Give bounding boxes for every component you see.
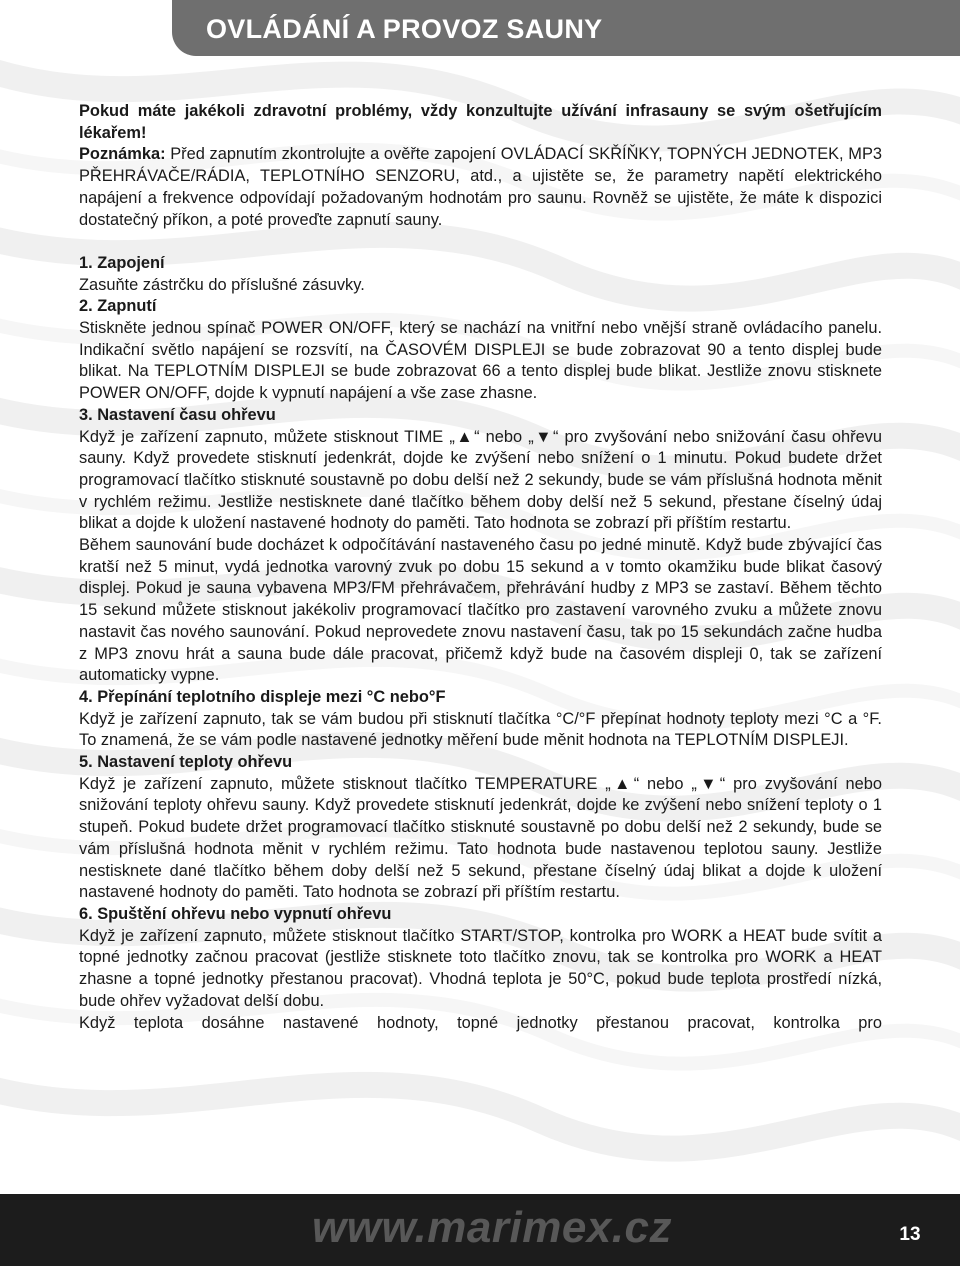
note-paragraph (79, 144, 882, 231)
page-number: 13 (899, 1224, 921, 1245)
note-text: Před zapnutím zkontrolujte a ověřte zapojení OVLÁDACÍ SKŘÍŇKY, TOPNÝCH JEDNOTEK, MP3 PŘEHRÁVAČE/RÁDIA, TEPLOTNÍHO SENZORU, atd., a ujistěte se, že parametry napětí elektrického napájení a frekvence odpovídají požadovaným hodnotám pro saunu. Rovněž se ujistěte, že máte k dispozici dostatečný příkon, a poté proveďte zapnutí sauny. (79, 145, 882, 229)
section-paragraph: Když je zařízení zapnuto, můžete stisknout TIME „▲“ nebo „▼“ pro zvyšování nebo snižování času ohřevu sauny. Když provedete stisknutí jedenkrát, dojde ke zvýšení nebo snížení o 1 minutu. Pokud budete držet programovací tlačítko stisknuté soustavně po dobu delší než 2 sekundy, bude se vám příslušná hodnota měnit v rychlém režimu. Jestliže nestisknete dané tlačítko během doby delší než 5 sekund, přestane číselný údaj blikat a dojde k uložení nastavené hodnoty do paměti. Tato hodnota se zobrazí při příštím restartu. (79, 427, 882, 533)
paragraph-gap (79, 231, 882, 253)
footer-bar (0, 1194, 960, 1266)
section-paragraph: Když je zařízení zapnuto, můžete stisknout tlačítko TEMPERATURE „▲“ nebo „▼“ pro zvyšování nebo snižování teploty ohřevu sauny. Když provedete stisknutí jedenkrát, dojde ke zvýšení nebo snížení teploty o 1 stupeň. Pokud budete držet programovací tlačítko stisknuté soustavně po dobu delší než 2 sekundy, bude se vám příslušná hodnota měnit v rychlém režimu. Tato hodnota bude nastavenou teplotou sauny. Jestliže nestisknete dané tlačítko během doby delší než 5 sekund, přestane číselný údaj blikat a dojde k uložení nastavené hodnoty do paměti. Tato hodnota se zobrazí při příštím restartu. (79, 774, 882, 902)
document-body (79, 101, 882, 1034)
website-url[interactable]: www.marimex.cz (312, 1203, 672, 1252)
health-warning: Pokud máte jakékoli zdravotní problémy, vždy konzultujte užívání infrasauny se svým ošetřujícím lékařem! (79, 102, 882, 142)
section-paragraph: Stiskněte jednou spínač POWER ON/OFF, který se nachází na vnitřní nebo vnější straně ovládacího panelu. Indikační světlo napájení se rozsvítí, na ČASOVÉM DISPLEJI se bude zobrazovat 90 a tento displej bude blikat. Na TEPLOTNÍM DISPLEJI se bude zobrazovat 66 a tento displej bude blikat. Jestliže znovu stisknete POWER ON/OFF, dojde k vypnutí napájení a vše zase zhasne. (79, 319, 882, 403)
section-heading: 6. Spuštění ohřevu nebo vypnutí ohřevu (79, 905, 392, 923)
page-title: OVLÁDÁNÍ A PROVOZ SAUNY (206, 14, 603, 44)
section-heading: 5. Nastavení teploty ohřevu (79, 753, 293, 772)
section-heading: 4. Přepínání teplotního displeje mezi °C nebo°F (79, 687, 446, 706)
section-paragraph: Když teplota dosáhne nastavené hodnoty, topné jednotky přestanou pracovat, kontrolka pro (79, 1013, 882, 1032)
section-paragraph: Během saunování bude docházet k odpočítávání nastaveného času po jedné minutě. Když bude zbývající čas kratší než 5 minut, vydá jednotka varovný zvuk po dobu 15 sekund a v tomto okamžiku bude blikat časový displej. Pokud je sauna vybavena MP3/FM přehrávačem, přehrávání hudby z MP3 se zastaví. Během těchto 15 sekund můžete stisknout jakékoliv programovací tlačítko pro zastavení varovného zvuku a můžete znovu nastavit čas nového saunování. Pokud neprovedete znovu nastavení času, tak po 15 sekundách začne hudba z MP3 znovu hrát a sauna bude dále pracovat, přičemž když bude na časovém displeji 0, tak se zařízení automaticky vypne. (79, 536, 882, 685)
section-heading: 1. Zapojení (79, 253, 165, 272)
header-bar (172, 0, 960, 56)
section-paragraph: Když je zařízení zapnuto, můžete stisknout tlačítko START/STOP, kontrolka pro WORK a HEAT bude svítit a topné jednotky začnou pracovat (jestliže stisknete toto tlačítko znovu, tak se kontrolka pro WORK a HEAT zhasne a topné jednotky přestanou pracovat). Vhodná teplota je 50°C, pokud bude teplota prostředí nízká, bude ohřev vyžadovat delší dobu. (79, 926, 882, 1010)
note-label: Poznámka: (79, 145, 166, 164)
section-paragraph: Zasuňte zástrčku do příslušné zásuvky. (79, 275, 365, 294)
section-paragraph: Když je zařízení zapnuto, tak se vám budou při stisknutí tlačítka °C/°F přepínat hodnoty teploty mezi °C a °F. To znamená, že se vám podle nastavené jednotky měření bude měnit hodnota na TEPLOTNÍM DISPLEJI. (79, 709, 882, 750)
section-heading: 3. Nastavení času ohřevu (79, 405, 276, 424)
section-heading: 2. Zapnutí (79, 297, 157, 316)
